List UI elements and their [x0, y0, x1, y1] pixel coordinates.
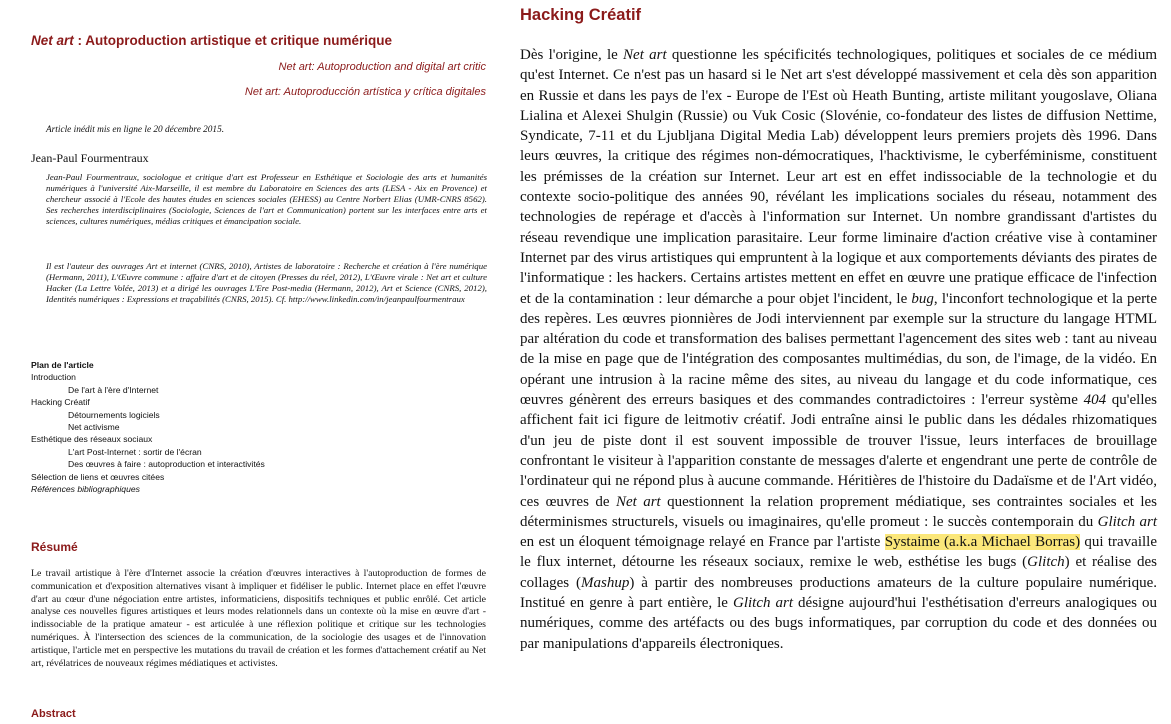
author-name: Jean-Paul Fourmentraux — [31, 151, 149, 165]
toc-item[interactable]: De l'art à l'ère d'Internet — [68, 384, 159, 395]
publication-note: Article inédit mis en ligne le 20 décembre 2015. — [46, 125, 225, 135]
toc-heading: Plan de l'article — [31, 360, 94, 370]
highlighted-artist-name[interactable]: Systaime (a.k.a Michael Borras) — [884, 534, 1081, 551]
article-title — [31, 33, 491, 48]
toc-item[interactable]: Détournements logiciels — [68, 409, 160, 420]
section-title: Hacking Créatif — [520, 6, 642, 24]
article-body — [520, 0, 1160, 711]
subtitle-english: Net art: Autoproduction and digital art critic — [278, 61, 486, 73]
toc-item[interactable]: Des œuvres à faire : autoproduction et interactivités — [68, 459, 265, 470]
author-publications: Il est l'auteur des ouvrages Art et internet (CNRS, 2010), Artistes de laboratoire : Recherche et création à l'ère numérique (Hermann, 2011), L'Œuvre commune : affaire d'art et de citoyen (Presses du réel, 2012), L'Œuvre virale : Net art et culture Hacker (La Lettre Volée, 2013) et a dirigé les ouvrages L'Ere Post-media (Hermann, 2012), Art et Science (CNRS, 2012), Identités numériques : Expressions et traçabilités (CNRS, 2015). Cf. http://www.linkedin.com/in/jeanpaulfourmentraux — [46, 261, 487, 305]
toc-list — [31, 371, 265, 495]
table-of-contents — [31, 359, 265, 495]
toc-item[interactable]: L'art Post-Internet : sortir de l'écran — [68, 446, 202, 457]
toc-item[interactable]: Sélection de liens et œuvres citées — [31, 471, 165, 482]
toc-item[interactable]: Introduction — [31, 372, 76, 383]
subtitle-spanish: Net art: Autoproducción artística y crítica digitales — [244, 86, 486, 98]
article-front-matter — [0, 0, 500, 720]
author-bio: Jean-Paul Fourmentraux, sociologue et critique d'art est Professeur en Esthétique et Sociologie des arts et humanités numériques à l'université Aix-Marseille, il est membre du Laboratoire en Sciences des arts (LESA - Aix en Provence) et chercheur associé à l'Ecole des hautes études en sciences sociales (EHESS) au Centre Norbert Elias (UMR-CNRS 8562). Ses recherches interdisciplinaires (Sociologie, Sciences de l'art et Communication) portent sur les interfaces entre arts et sciences, cultures numériques, médias critiques et émancipation sociale. — [46, 172, 487, 227]
toc-item[interactable]: Références bibliographiques — [31, 484, 140, 495]
toc-item[interactable]: Esthétique des réseaux sociaux — [31, 434, 153, 445]
abstract-text: Le travail artistique à l'ère d'Internet associe la création d'œuvres interactives à l'autoproduction de formes de communication et d'exposition alternatives visant à impliquer et fidéliser le public. Internet place en effet l'œuvre d'art au cœur d'une négociation entre artistes, informaticiens, dispositifs techniques et public enrôlé. Cet article analyse ces nouvelles figures artistiques et leurs modes relationnels dans un contexte où la mise en œuvre d'art - indissociable de la pratique amateur - est articulée à une réflexion politique et critique sur les technologies numériques. À l'intersection des sciences de la communication, de la sociologie des usages et de l'innovation artistique, l'article met en perspective les mutations du travail de création et les formes d'attachement créatif au Net art, révélatrices de nouveaux régimes médiatiques et activistes. — [31, 568, 486, 669]
article-title-rest: : Autoproduction artistique et critique numérique — [73, 33, 393, 48]
next-heading-cut: Abstract — [31, 708, 76, 720]
toc-item[interactable]: Hacking Créatif — [31, 397, 90, 408]
article-title-italic: Net art — [31, 33, 74, 48]
abstract-heading: Résumé — [31, 540, 78, 554]
body-paragraph: Dès l'origine, le Net art questionne les spécificités technologiques, politiques et sociales de ce médium qu'est Internet. Ce n'est pas un hasard si le Net art s'est développé massivement et cela dès son apparition en Russie et dans les pays de l'ex - Europe de l'Est où Heath Bunting, artiste militant yougoslave, Oliana Lialina et Alexei Shulgin (Russie) ou Vuk Cosic (Slovénie, co-fondateur des listes de diffusion Nettime, Syndicate, 7-11 et du Ljubljana Digital Media Lab) développent leurs premiers projets dès 1996. Dans leurs œuvres, la critique des régimes non-démocratiques, l'hacktivisme, le cyberféminisme, constituent les prémisses de la création sur Internet. Leur art est en effet indissociable de la technologie et du contexte socio-politique des années 90, révélant les implications sociales du réseau, notamment des technologies de repérage et d'accès à l'information sur Internet. Un nombre grandissant d'artistes du réseau revendique une implication parasitaire. Leur forme liminaire d'action créative vise à contaminer Internet par des virus artistiques qui empruntent à la logique et aux comportements déviants des pirates de l'informatique : les hackers. Certains artistes mettent en effet en œuvre une pratique efficace de l'infection et de la contamination : leur démarche a pour objet l'incident, le bug, l'inconfort technologique et la perte des repères. Les œuvres pionnières de Jodi interviennent par exemple sur la structure du langage HTML par altération du code et transformation des balises permettant l'agencement des sites web : tant au niveau de la mise en page que de l'intégration des composantes multimédias, du son, de l'image, de la vidéo. En opérant une intrusion à la racine même des sites, au niveau du langage et du code informatique, ces œuvres génèrent des erreurs basiques et des commandes contradictoires : l'erreur système 404 qu'elles affichent fait ici figure de leitmotiv créatif. Jodi entraîne ainsi le public dans les dédales rhizomatiques d'un jeu de piste dont il est souvent impossible de trouver l'issue, leurs interfaces de brouillage confrontant le visiteur à l'apparition constante de messages d'alerte et engendrant une perte de contrôle de l'ordinateur qui ne répond plus à aucune commande. Héritières de l'histoire du Dadaïsme et de l'Art vidéo, ces œuvres de Net art questionnent la relation proprement médiatique, ses contraintes sociales et les déterminismes structurels, visuels ou imaginaires, qu'elle promeut : le succès contemporain du Glitch art en est un éloquent témoignage relayé en France par l'artiste Systaime (a.k.a Michael Borras) qui travaille le flux internet, détourne les réseaux sociaux, remixe le web, esthétise les bugs (Glitch) et réalise des collages (Mashup) à partir des nombreuses productions amateurs de la culture populaire numérique. Institué en genre à part entière, le Glitch art désigne aujourd'hui l'esthétisation d'erreurs analogiques ou numériques, comme des artéfacts ou des bugs informatiques, par corruption du code et des données ou par manipulations d'appareils électroniques. — [520, 47, 1158, 652]
toc-item[interactable]: Net activisme — [68, 422, 120, 433]
